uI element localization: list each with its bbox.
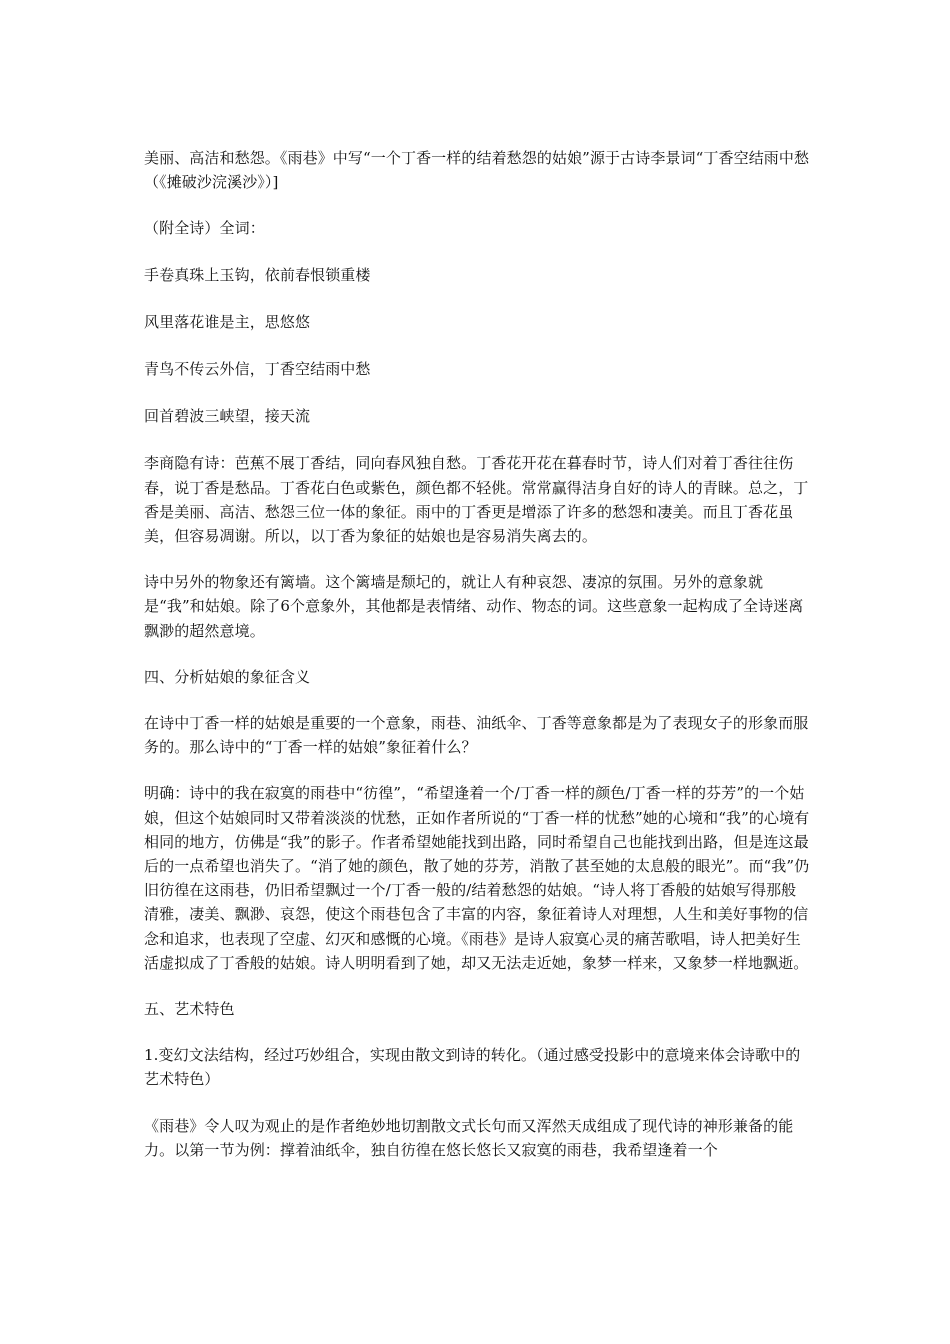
poem-line-2: 风里落花谁是主，思悠悠	[144, 312, 311, 331]
paragraph-art-example: 《雨巷》令人叹为观止的是作者绝妙地切割散文式长句而又浑然天成组成了现代诗的神形兼备的能力。以第一节为例：撑着油纸伞，独自彷徨在悠长悠长又寂寞的雨巷，我希望逢着一个	[144, 1116, 794, 1159]
section-heading-5: 五、艺术特色	[144, 1000, 235, 1019]
poem-line-3: 青鸟不传云外信，丁香空结雨中愁	[144, 360, 371, 379]
paragraph-girl-question: 在诗中丁香一样的姑娘是重要的一个意象，雨巷、油纸伞、丁香等意象都是为了表现女子的形象而服务的。那么诗中的“丁香一样的姑娘”象征着什么？	[144, 714, 809, 757]
section-heading-4: 四、分析姑娘的象征含义	[144, 667, 311, 686]
paragraph-poem-heading: （附全诗）全词：	[144, 219, 265, 238]
document-body	[144, 146, 810, 1184]
paragraph-answer: 明确：诗中的我在寂寞的雨巷中“彷徨”，“希望逢着一个/丁香一样的颜色/丁香一样的芬芳”的一个姑娘，但这个姑娘同时又带着淡淡的忧愁，正如作者所说的“丁香一样的忧愁”她的心境和“我”的心境有相同的地方，仿佛是“我”的影子。作者希望她能找到出路，同时希望自己也能找到出路，但是连这最后的一点希望也消失了。“消了她的颜色，散了她的芬芳，消散了甚至她的太息般的眼光”。而“我”仍旧彷徨在这雨巷，仍旧希望飘过一个/丁香一般的/结着愁怨的姑娘。“诗人将丁香般的姑娘写得那般清雅，凄美、飘渺、哀怨，使这个雨巷包含了丰富的内容，象征着诗人对理想，人生和美好事物的信念和追求，也表现了空虚、幻灭和感慨的心境。《雨巷》是诗人寂寞心灵的痛苦歌唱，诗人把美好生活虚拟成了丁香般的姑娘。诗人明明看到了她，却又无法走近她，象梦一样来，又象梦一样地飘逝。	[144, 784, 810, 972]
poem-line-4: 回首碧波三峡望，接天流	[144, 407, 311, 426]
paragraph-fence: 诗中另外的物象还有篱墙。这个篱墙是颓圮的，就让人有种哀怨、凄凉的氛围。另外的意象就是“我”和姑娘。除了6个意象外，其他都是表情绪、动作、物态的词。这些意象一起构成了全诗迷离飘渺的超然意境。	[144, 573, 804, 640]
paragraph-lilac: 李商隐有诗：芭蕉不展丁香结，同向春风独自愁。丁香花开花在暮春时节，诗人们对着丁香往往伤春，说丁香是愁品。丁香花白色或紫色，颜色都不轻佻。常常赢得洁身自好的诗人的青睐。总之，丁香是美丽、高洁、愁怨三位一体的象征。雨中的丁香更是增添了许多的愁怨和凄美。而且丁香花虽美，但容易凋谢。所以，以丁香为象征的姑娘也是容易消失离去的。	[144, 454, 809, 546]
poem-line-1: 手卷真珠上玉钩，依前春恨锁重楼	[144, 265, 371, 284]
paragraph-art-1: 1.变幻文法结构，经过巧妙组合，实现由散文到诗的转化。（通过感受投影中的意境来体会诗歌中的艺术特色）	[144, 1046, 801, 1089]
paragraph-intro: 美丽、高洁和愁怨。《雨巷》中写“一个丁香一样的结着愁怨的姑娘”源于古诗李景词“丁香空结雨中愁（《摊破沙浣溪沙》）]	[144, 149, 810, 192]
